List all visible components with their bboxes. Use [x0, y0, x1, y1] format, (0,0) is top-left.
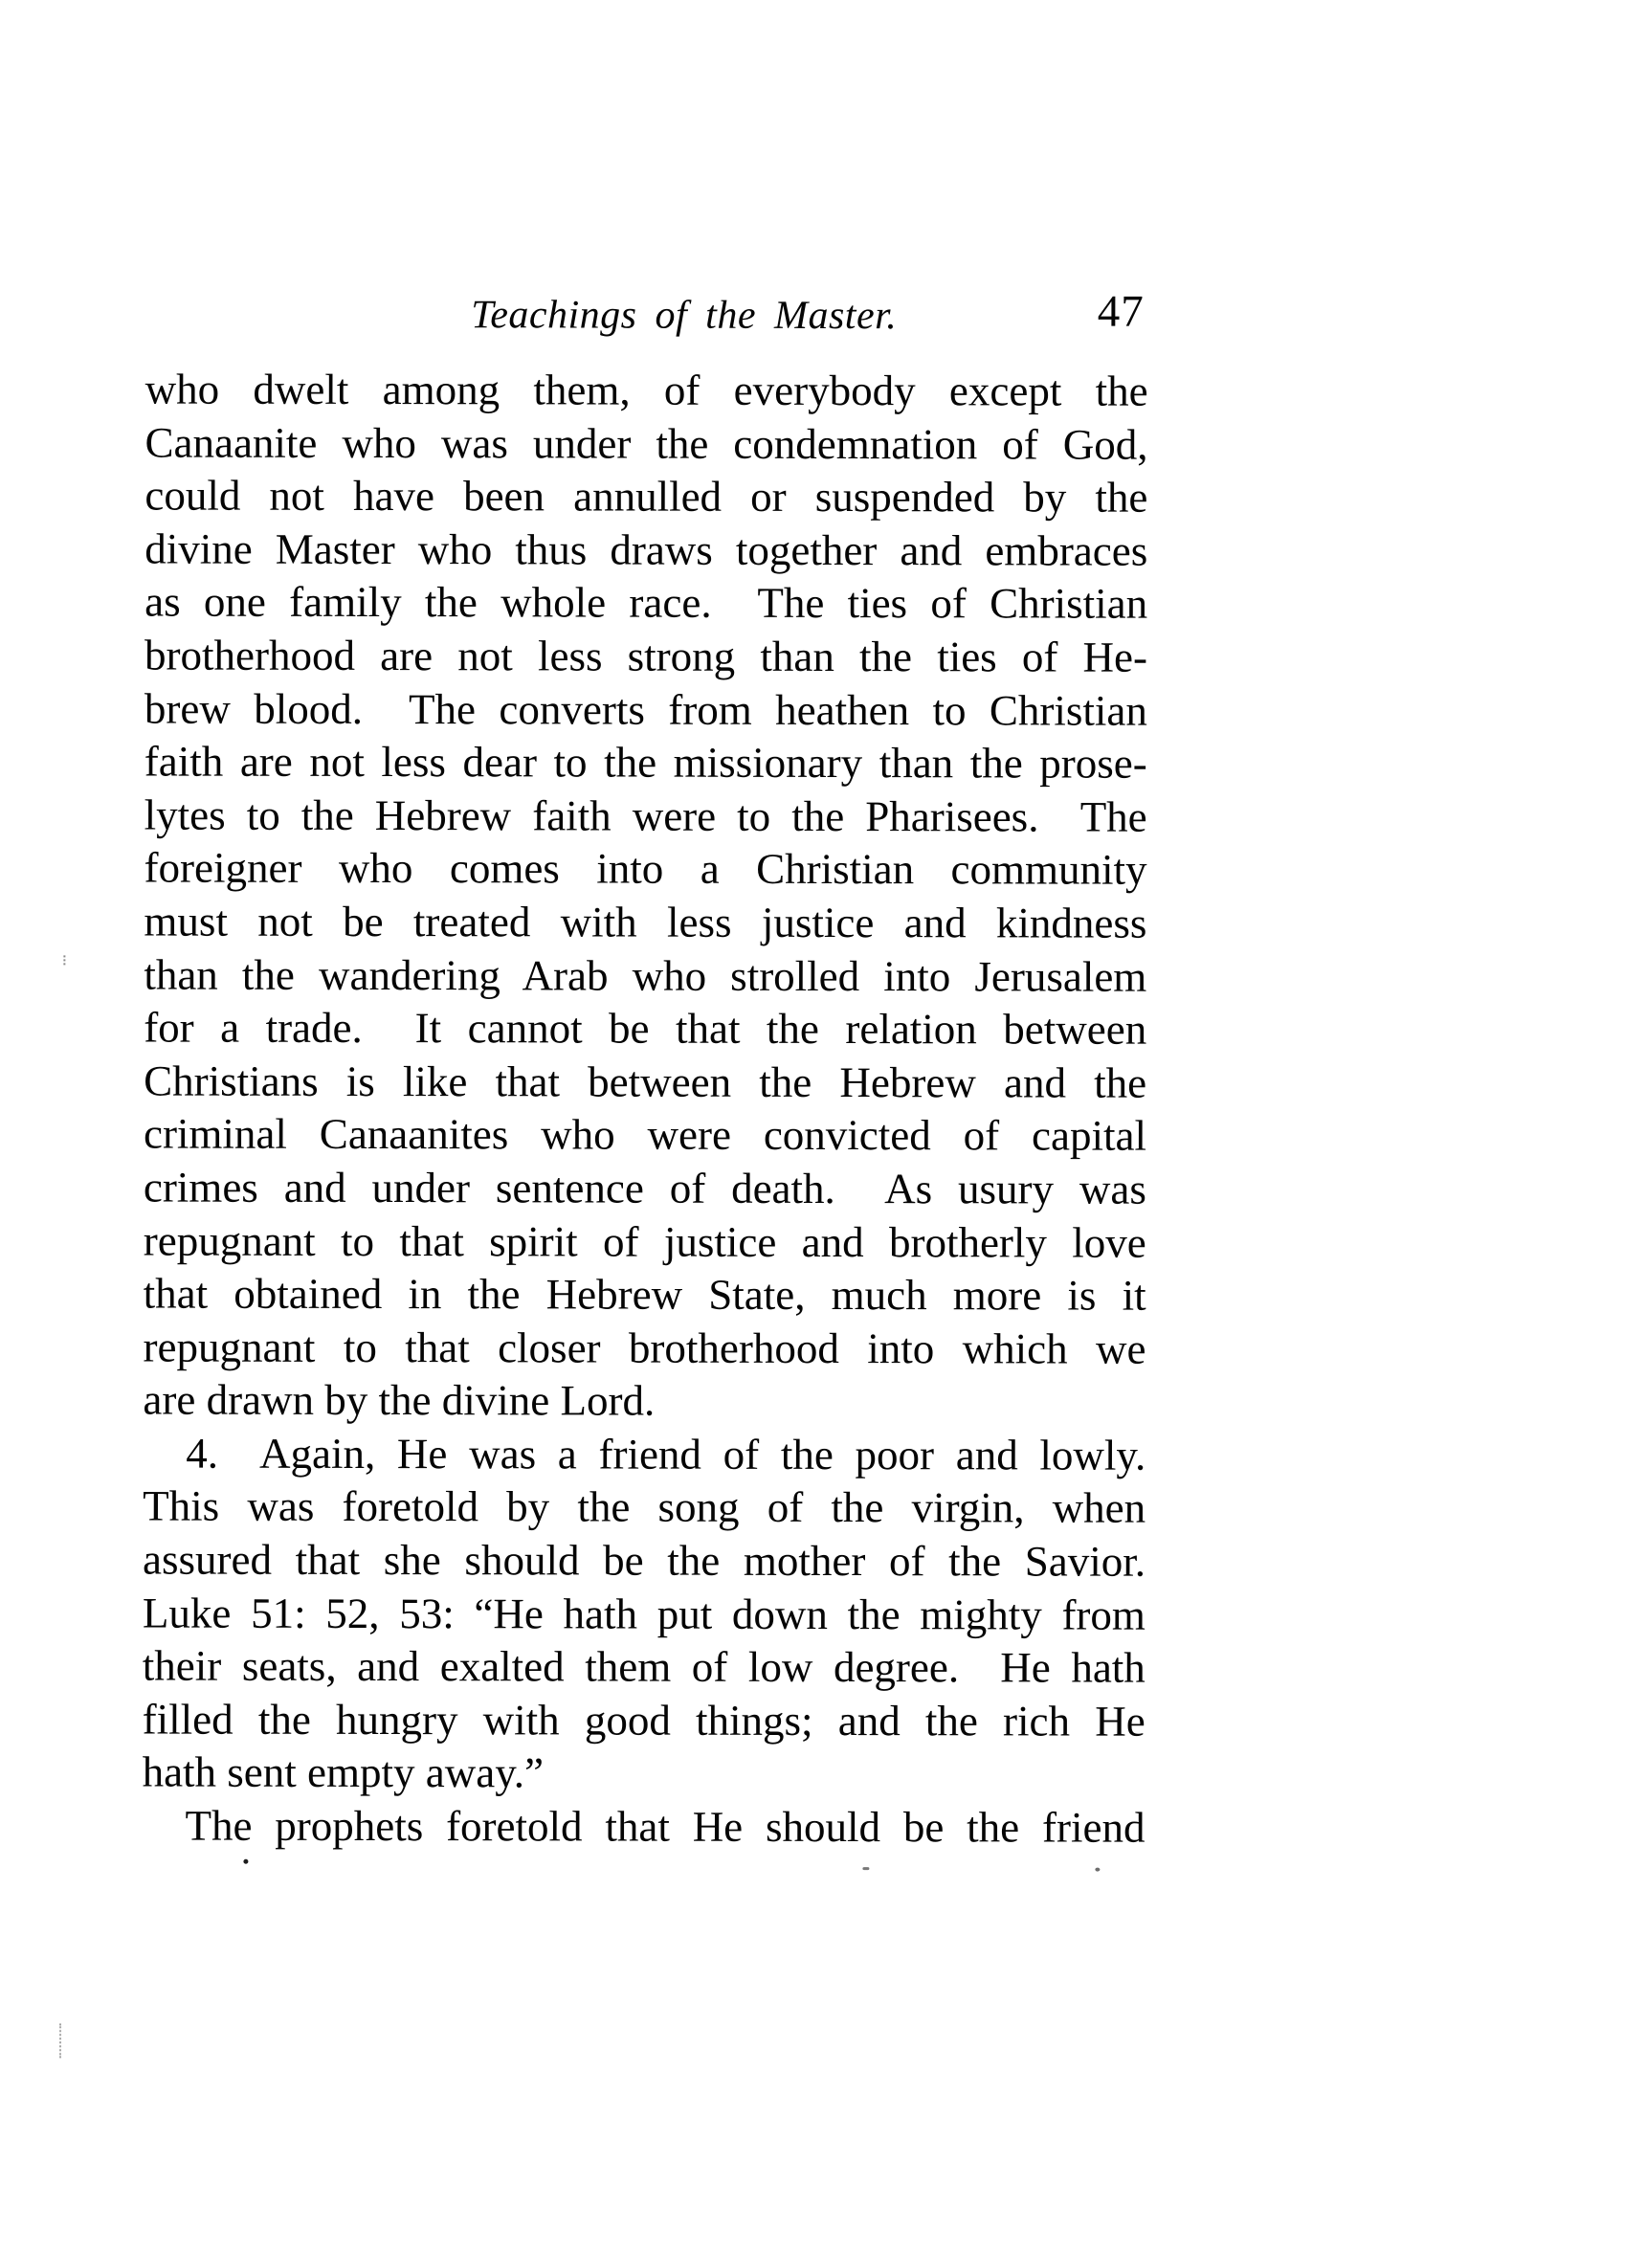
paragraph — [142, 1800, 1145, 1856]
text-block — [142, 364, 1147, 1856]
text-line: brew blood. The converts from heathen to Christian — [144, 684, 1147, 735]
text-line: Christians is like that between the Hebrew and the — [144, 1056, 1147, 1107]
scan-speck — [243, 1859, 248, 1864]
text-line: must not be treated with less justice and kindness — [144, 897, 1147, 947]
text-line: The prophets foretold that He should be the friend — [185, 1801, 1146, 1852]
text-line: who dwelt among them, of everybody except the — [145, 365, 1148, 415]
text-line: assured that she should be the mother of the Savior. — [143, 1535, 1146, 1586]
text-line: lytes to the Hebrew faith were to the Pharisees. The — [144, 790, 1147, 841]
scan-speck — [1095, 1868, 1100, 1872]
text-line: could not have been annulled or suspended by the — [145, 471, 1148, 522]
text-line: as one family the whole race. The ties of Christian — [145, 577, 1148, 629]
text-line: that obtained in the Hebrew State, much more is it — [143, 1269, 1146, 1320]
paragraph — [143, 364, 1147, 1430]
text-line: criminal Canaanites who were convicted of capital — [143, 1109, 1147, 1161]
scan-speck — [862, 1867, 869, 1870]
page-header — [145, 286, 1148, 347]
scan-speck — [59, 2023, 64, 2057]
text-line: their seats, and exalted them of low degree. He hath — [142, 1641, 1146, 1692]
text-line: This was foretold by the song of the virgin, when — [143, 1481, 1146, 1533]
text-line: Luke 51: 52, 53: “He hath put down the mighty from — [142, 1589, 1146, 1639]
text-line: hath sent empty away.” — [142, 1747, 545, 1797]
text-line: repugnant to that spirit of justice and brotherly love — [143, 1216, 1146, 1267]
page-number: 47 — [1097, 286, 1145, 337]
text-line: 4. Again, He was a friend of the poor and lowly. — [186, 1429, 1146, 1479]
text-line: are drawn by the divine Lord. — [143, 1375, 656, 1425]
text-line: foreigner who comes into a Christian community — [144, 843, 1147, 895]
text-line: brotherhood are not less strong than the ties of He- — [144, 631, 1148, 681]
text-line: Canaanite who was under the condemnation of God, — [145, 418, 1148, 469]
paragraph — [143, 1427, 1146, 1801]
text-line: faith are not less dear to the missionary than the prose- — [144, 737, 1147, 788]
text-line: crimes and under sentence of death. As usury was — [143, 1163, 1146, 1213]
text-line: divine Master who thus draws together and embraces — [145, 524, 1148, 575]
running-title: Teachings of the Master. — [471, 293, 898, 339]
text-line: for a trade. It cannot be that the relation between — [144, 1003, 1147, 1054]
scan-speck — [63, 955, 68, 965]
text-line: than the wandering Arab who strolled into Jerusalem — [144, 950, 1147, 1001]
text-line: repugnant to that closer brotherhood into which we — [143, 1323, 1146, 1373]
text-line: filled the hungry with good things; and the rich He — [142, 1695, 1146, 1745]
